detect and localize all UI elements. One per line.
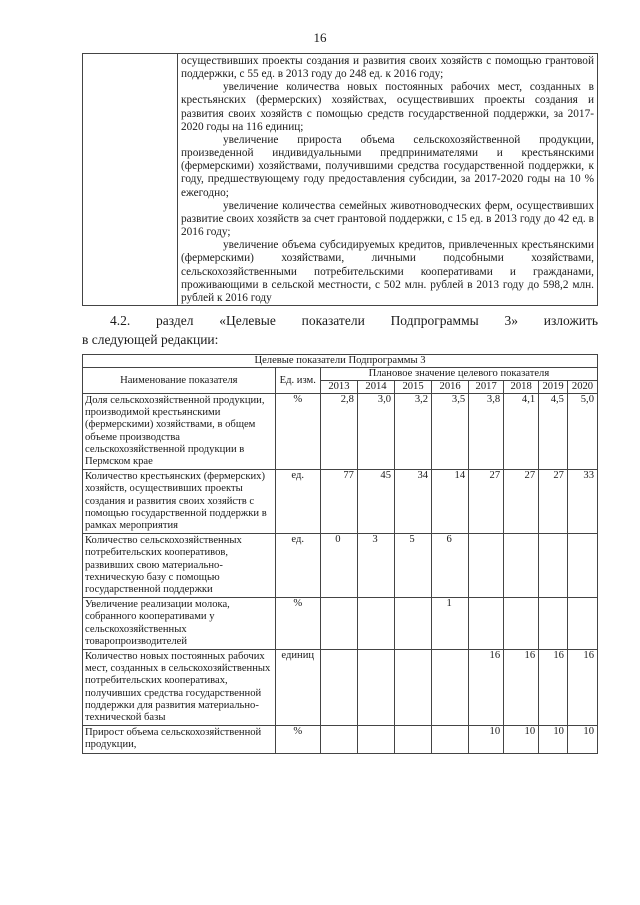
- value-cell: 3,5: [432, 394, 469, 470]
- header-year: 2018: [504, 381, 539, 394]
- value-cell: [320, 726, 357, 753]
- value-cell: [432, 726, 469, 753]
- table-row: [83, 726, 598, 753]
- value-cell: 5,0: [567, 394, 597, 470]
- value-cell: [469, 534, 504, 598]
- continuation-paragraph: осуществивших проекты создания и развития своих хозяйств с помощью грантовой поддержки, с 55 ед. в 2013 году до 248 ед. к 2016 году;: [181, 55, 594, 81]
- continuation-table: [82, 53, 598, 306]
- value-cell: [567, 598, 597, 650]
- header-year: 2015: [395, 381, 432, 394]
- indicator-unit: ед.: [275, 470, 320, 534]
- section-instruction: [110, 313, 598, 329]
- value-cell: 16: [567, 650, 597, 726]
- indicator-name: Количество сельскохозяйственных потребительских кооперативов, развивших свою материально-техническую базу с помощью государственной поддержки: [83, 534, 276, 598]
- page-number: 16: [313, 30, 327, 45]
- value-cell: [567, 534, 597, 598]
- header-year: 2014: [357, 381, 394, 394]
- indicator-name: Количество крестьянских (фермерских) хозяйств, осуществивших проекты создания и развития своих хозяйств с помощью государственной поддержки в рамках мероприятия: [83, 470, 276, 534]
- header-year: 2019: [539, 381, 568, 394]
- indicator-name: Доля сельскохозяйственной продукции, производимой крестьянскими (фермерскими) хозяйствами, в общем объеме производства сельскохозяйственной продукции в Пермском крае: [83, 394, 276, 470]
- indicators-table: [82, 354, 598, 754]
- value-cell: [539, 534, 568, 598]
- value-cell: [504, 598, 539, 650]
- section-instruction-continued: в следующей редакции:: [82, 332, 219, 347]
- section-word: Подпрограммы: [390, 313, 479, 328]
- table-row: [83, 598, 598, 650]
- value-cell: [432, 650, 469, 726]
- value-cell: [539, 598, 568, 650]
- value-cell: 1: [432, 598, 469, 650]
- continuation-paragraph: увеличение количества новых постоянных рабочих мест, созданных в крестьянских (фермерских) хозяйствах, осуществивших проекты создания и развития своих хозяйств с помощью средств государственной поддержки, за 2017-2020 годы на 116 единиц;: [181, 81, 594, 133]
- table-row: [83, 650, 598, 726]
- value-cell: 10: [567, 726, 597, 753]
- header-year: 2017: [469, 381, 504, 394]
- value-cell: 45: [357, 470, 394, 534]
- value-cell: 34: [395, 470, 432, 534]
- indicator-unit: ед.: [275, 534, 320, 598]
- value-cell: 3,2: [395, 394, 432, 470]
- section-word: показатели: [301, 313, 365, 328]
- continuation-paragraph: увеличение прироста объема сельскохозяйственной продукции, произведенной индивидуальными предпринимателями и крестьянскими (фермерскими) хозяйствами, получившими средства государственной поддержки, к году, предшествующему году предоставления субсидии, за 2017-2020 годы на 10 % ежегодно;: [181, 133, 594, 199]
- indicator-unit: %: [275, 598, 320, 650]
- indicator-name: Прирост объема сельскохозяйственной продукции,: [83, 726, 276, 753]
- indicator-name: Количество новых постоянных рабочих мест, созданных в сельскохозяйственных потребительских кооперативах, получивших средства государственной поддержки для развития материально-технической базы: [83, 650, 276, 726]
- header-name: Наименование показателя: [83, 368, 276, 394]
- table-row: [83, 470, 598, 534]
- table-row: [83, 394, 598, 470]
- value-cell: 6: [432, 534, 469, 598]
- value-cell: [320, 598, 357, 650]
- value-cell: 16: [469, 650, 504, 726]
- value-cell: 10: [504, 726, 539, 753]
- value-cell: [395, 726, 432, 753]
- value-cell: 10: [539, 726, 568, 753]
- value-cell: 3,0: [357, 394, 394, 470]
- value-cell: [504, 534, 539, 598]
- continuation-left-cell: [83, 54, 178, 306]
- indicator-unit: единиц: [275, 650, 320, 726]
- indicator-unit: %: [275, 394, 320, 470]
- value-cell: 77: [320, 470, 357, 534]
- header-year: 2013: [320, 381, 357, 394]
- table-row: [83, 534, 598, 598]
- indicator-unit: %: [275, 726, 320, 753]
- value-cell: [395, 598, 432, 650]
- value-cell: 27: [539, 470, 568, 534]
- value-cell: [357, 726, 394, 753]
- section-word: 4.2. раздел: [110, 313, 194, 328]
- value-cell: 3,8: [469, 394, 504, 470]
- value-cell: 4,1: [504, 394, 539, 470]
- indicator-name: Увеличение реализации молока, собранного кооперативами у сельскохозяйственных товаропроизводителей: [83, 598, 276, 650]
- value-cell: 4,5: [539, 394, 568, 470]
- value-cell: 2,8: [320, 394, 357, 470]
- value-cell: [395, 650, 432, 726]
- header-year: 2016: [432, 381, 469, 394]
- value-cell: 5: [395, 534, 432, 598]
- value-cell: 27: [469, 470, 504, 534]
- section-word: изложить: [543, 313, 599, 328]
- header-plan: Плановое значение целевого показателя: [320, 368, 597, 381]
- section-word: «Целевые: [219, 313, 276, 328]
- header-unit: Ед. изм.: [275, 368, 320, 394]
- value-cell: 33: [567, 470, 597, 534]
- value-cell: [469, 598, 504, 650]
- value-cell: 3: [357, 534, 394, 598]
- value-cell: 14: [432, 470, 469, 534]
- value-cell: 0: [320, 534, 357, 598]
- value-cell: [320, 650, 357, 726]
- table-caption: Целевые показатели Подпрограммы 3: [83, 355, 598, 368]
- section-word: 3»: [504, 313, 518, 328]
- value-cell: 16: [504, 650, 539, 726]
- value-cell: 10: [469, 726, 504, 753]
- value-cell: [357, 650, 394, 726]
- continuation-paragraph: увеличение объема субсидируемых кредитов, привлеченных крестьянскими (фермерскими) хозяйствами, личными подсобными хозяйствами, сельскохозяйственными потребительскими кооперативами и гражданами, проживающими в сельской местности, с 502 млн. рублей в 2013 году до 598,2 млн. рублей к 2016 году: [181, 239, 594, 304]
- value-cell: [357, 598, 394, 650]
- header-year: 2020: [567, 381, 597, 394]
- value-cell: 27: [504, 470, 539, 534]
- continuation-text-cell: [178, 54, 598, 306]
- continuation-paragraph: увеличение количества семейных животноводческих ферм, осуществивших развитие своих хозяйств за счет грантовой поддержки, с 15 ед. в 2013 году до 42 ед. в 2016 году;: [181, 199, 594, 239]
- value-cell: 16: [539, 650, 568, 726]
